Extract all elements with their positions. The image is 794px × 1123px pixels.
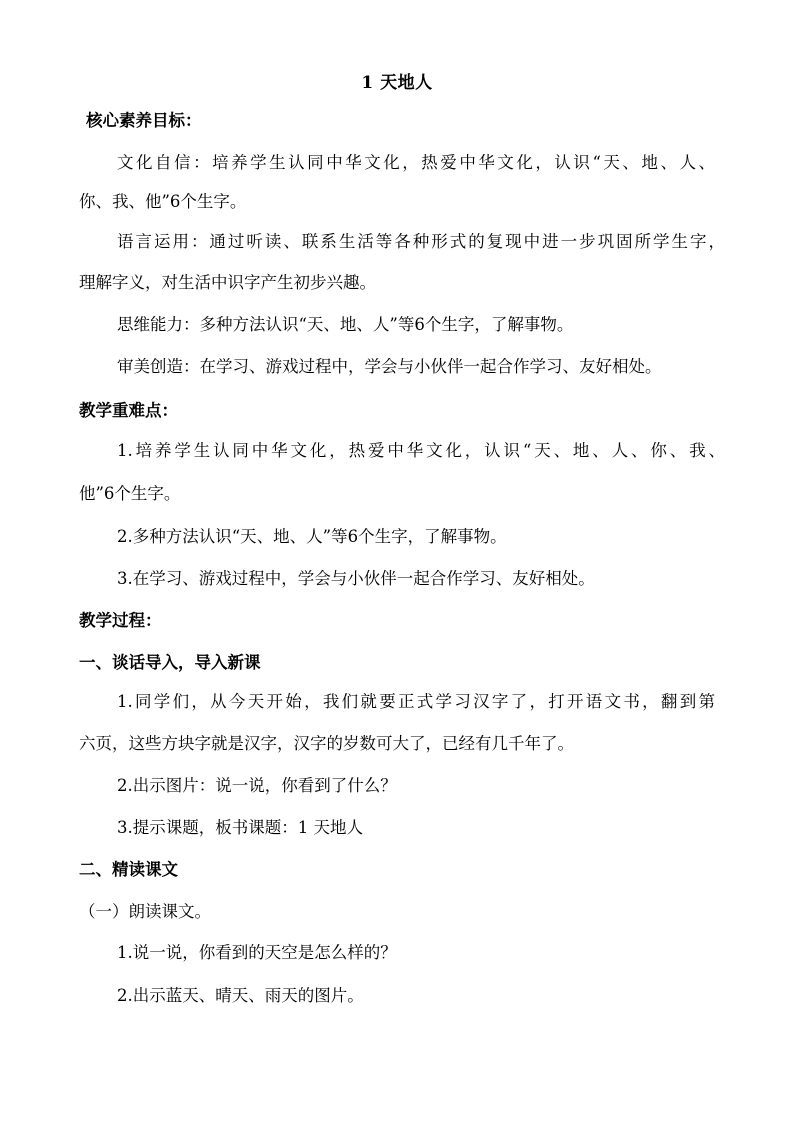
process-1-1-line-1: 1.同学们，从今天开始，我们就要正式学习汉字了，打开语文书，翻到第 — [117, 692, 715, 711]
goal-1-line-1: 文化自信：培养学生认同中华文化，热爱中华文化，认识“天、地、人、 — [117, 153, 715, 172]
process-1-1-line-2: 六页，这些方块字就是汉字，汉字的岁数可大了，已经有几千年了。 — [79, 734, 574, 753]
key-point-1-line-1: 1.培养学生认同中华文化，热爱中华文化，认识“天、地、人、你、我、 — [117, 441, 725, 460]
goal-1-line-2: 你、我、他”6个生字。 — [79, 192, 247, 211]
goal-2-line-2: 理解字义，对生活中识字产生初步兴趣。 — [79, 273, 376, 292]
process-1-2: 2.出示图片：说一说，你看到了什么？ — [117, 776, 397, 795]
process-2-2: 2.出示蓝天、晴天、雨天的图片。 — [117, 986, 364, 1005]
process-1-3: 3.提示课题，板书课题：1 天地人 — [117, 818, 363, 837]
key-point-3: 3.在学习、游戏过程中，学会与小伙伴一起合作学习、友好相处。 — [117, 569, 595, 588]
document-title: 1 天地人 — [361, 73, 433, 93]
process-2-1: 1.说一说，你看到的天空是怎么样的？ — [117, 943, 397, 962]
goal-2-line-1: 语言运用：通过听读、联系生活等各种形式的复现中进一步巩固所学生字， — [117, 232, 725, 251]
key-point-1-line-2: 他”6个生字。 — [79, 484, 181, 503]
section-heading-key-points: 教学重难点： — [79, 401, 178, 420]
goal-3: 思维能力：多种方法认识“天、地、人”等6个生字，了解事物。 — [117, 315, 574, 334]
section-heading-core-goals: 核心素养目标： — [86, 111, 202, 130]
key-point-2: 2.多种方法认识“天、地、人”等6个生字，了解事物。 — [117, 527, 507, 546]
section-heading-process: 教学过程： — [79, 611, 162, 630]
subsection-1-heading: （一）朗读课文。 — [79, 902, 211, 921]
part-1-heading: 一、谈话导入，导入新课 — [79, 653, 261, 672]
part-2-heading: 二、精读课文 — [79, 860, 178, 879]
goal-4: 审美创造：在学习、游戏过程中，学会与小伙伴一起合作学习、友好相处。 — [117, 357, 662, 376]
